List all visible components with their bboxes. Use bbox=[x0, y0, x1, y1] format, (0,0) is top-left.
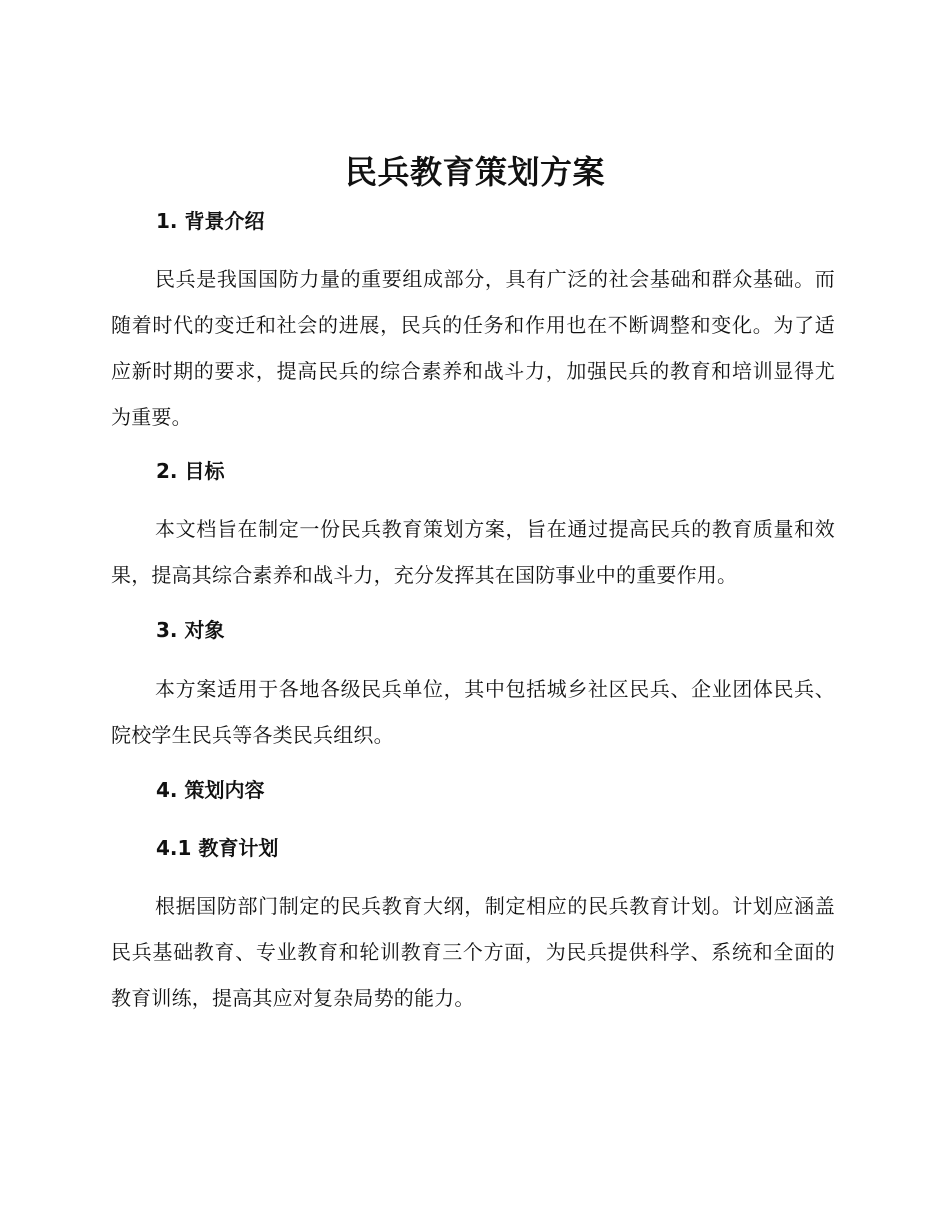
section-heading-target: 3. 对象 bbox=[156, 618, 225, 642]
section-heading-background: 1. 背景介绍 bbox=[156, 209, 265, 233]
section-paragraph-education-plan: 根据国防部门制定的民兵教育大纲，制定相应的民兵教育计划。计划应涵盖民兵基础教育、专业教育和轮训教育三个方面，为民兵提供科学、系统和全面的教育训练，提高其应对复杂局势的能力。 bbox=[111, 894, 835, 1010]
section-paragraph-background: 民兵是我国国防力量的重要组成部分，具有广泛的社会基础和群众基础。而随着时代的变迁和社会的进展，民兵的任务和作用也在不断调整和变化。为了适应新时期的要求，提高民兵的综合素养和战斗力，加强民兵的教育和培训显得尤为重要。 bbox=[111, 267, 835, 429]
section-heading-education-plan: 4.1 教育计划 bbox=[156, 836, 279, 860]
section-heading-goal: 2. 目标 bbox=[156, 459, 225, 483]
section-paragraph-goal: 本文档旨在制定一份民兵教育策划方案，旨在通过提高民兵的教育质量和效果，提高其综合素养和战斗力，充分发挥其在国防事业中的重要作用。 bbox=[111, 517, 835, 587]
page-title: 民兵教育策划方案 bbox=[344, 153, 605, 191]
section-paragraph-target: 本方案适用于各地各级民兵单位，其中包括城乡社区民兵、企业团体民兵、院校学生民兵等各类民兵组织。 bbox=[111, 677, 835, 747]
section-heading-planning-content: 4. 策划内容 bbox=[156, 778, 265, 802]
